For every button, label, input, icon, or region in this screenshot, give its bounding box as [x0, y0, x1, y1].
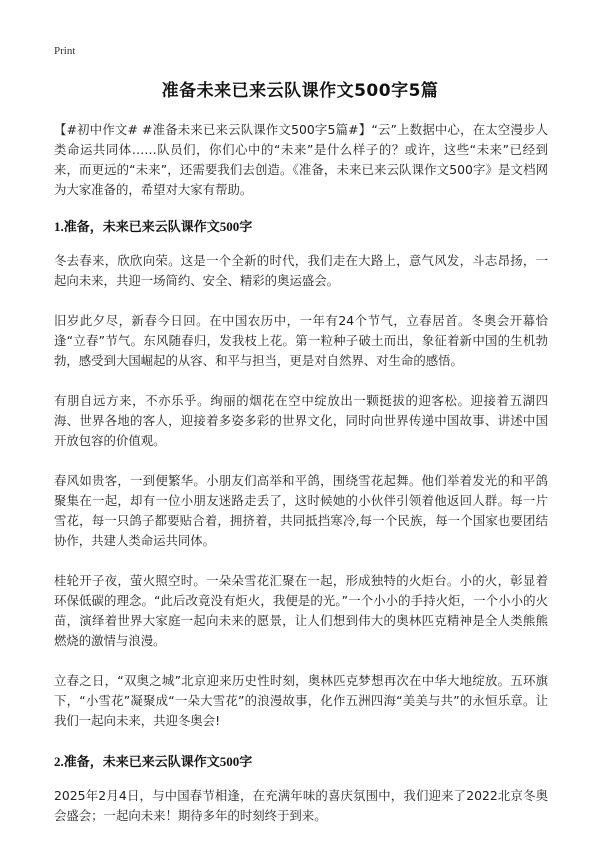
- body-paragraph: 立春之日，“双奥之城”北京迎来历史性时刻，奥林匹克梦想再次在中华大地绽放。五环旗下，“小雪花”凝聚成“一朵大雪花”的浪漫故事，化作五洲四海“美美与共”的永恒乐章。让我们一起向未来，共迎冬奥会!: [54, 673, 548, 728]
- body-paragraph: 春风如贵客，一到便繁华。小朋友们高举和平鸽，围绕雪花起舞。他们举着发光的和平鸽聚集在一起，却有一位小朋友迷路走丢了，这时候她的小伙伴引领着他返回人群。每一片雪花，每一只鸽子都要贴合着，拥挤着，共同抵挡寒冷,每一个民族，每一个国家也要团结协作，共建人类命运共同体。: [54, 473, 548, 548]
- intro-paragraph: 【#初中作文# #准备未来已来云队课作文500字5篇#】“云”上数据中心，在太空漫步人类命运共同体……队员们，你们心中的“未来”是什么样子的？或许，这些“未来”已经到来，而更远的“未来”，还需要我们去创造。《准备，未来已来云队课作文500字》是文档网为大家准备的，希望对大家有帮助。: [54, 122, 548, 197]
- section-heading: 2.准备，未来已来云队课作文500字: [54, 754, 253, 769]
- body-paragraph: 2025年2月4日，与中国春节相逢，在充满年味的喜庆氛围中，我们迎来了2022北京冬奥会盛会；一起向未来！期待多年的时刻终于到来。: [54, 788, 548, 823]
- body-paragraph: 冬去春来，欣欣向荣。这是一个全新的时代，我们走在大路上，意气风发，斗志昂扬，一起向未来，共迎一场简约、安全、精彩的奥运盛会。: [54, 253, 548, 288]
- print-label[interactable]: Print: [54, 45, 76, 57]
- body-paragraph: 桂轮开子夜，萤火照空时。一朵朵雪花汇聚在一起，形成独特的火炬台。小的火，彰显着环保低碳的理念。“此后改竟没有炬火，我便是的光。”一个小小的手持火炬，一个小小的火苗，演绎着世界大家庭一起向未来的愿景，让人们想到伟大的奥林匹克精神是全人类熊熊燃烧的激情与浪漫。: [54, 573, 548, 648]
- section-heading: 1.准备，未来已来云队课作文500字: [54, 219, 253, 234]
- body-paragraph: 有朋自远方来，不亦乐乎。绚丽的烟花在空中绽放出一颗挺拔的迎客松。迎接着五湖四海、世界各地的客人，迎接着多姿多彩的世界文化，同时向世界传递中国故事、讲述中国开放包容的价值观。: [54, 393, 548, 448]
- body-paragraph: 旧岁此夕尽，新春今日回。在中国农历中，一年有24个节气，立春居首。冬奥会开幕恰逢“立春”节气。东风随春归，发我枝上花。第一粒种子破土而出，象征着新中国的生机勃勃，感受到大国崛起的从容、和平与担当，更是对自然界、对生命的感悟。: [54, 313, 548, 368]
- document-body: [54, 120, 548, 846]
- document-title: 准备未来已来云队课作文500字5篇: [161, 81, 439, 101]
